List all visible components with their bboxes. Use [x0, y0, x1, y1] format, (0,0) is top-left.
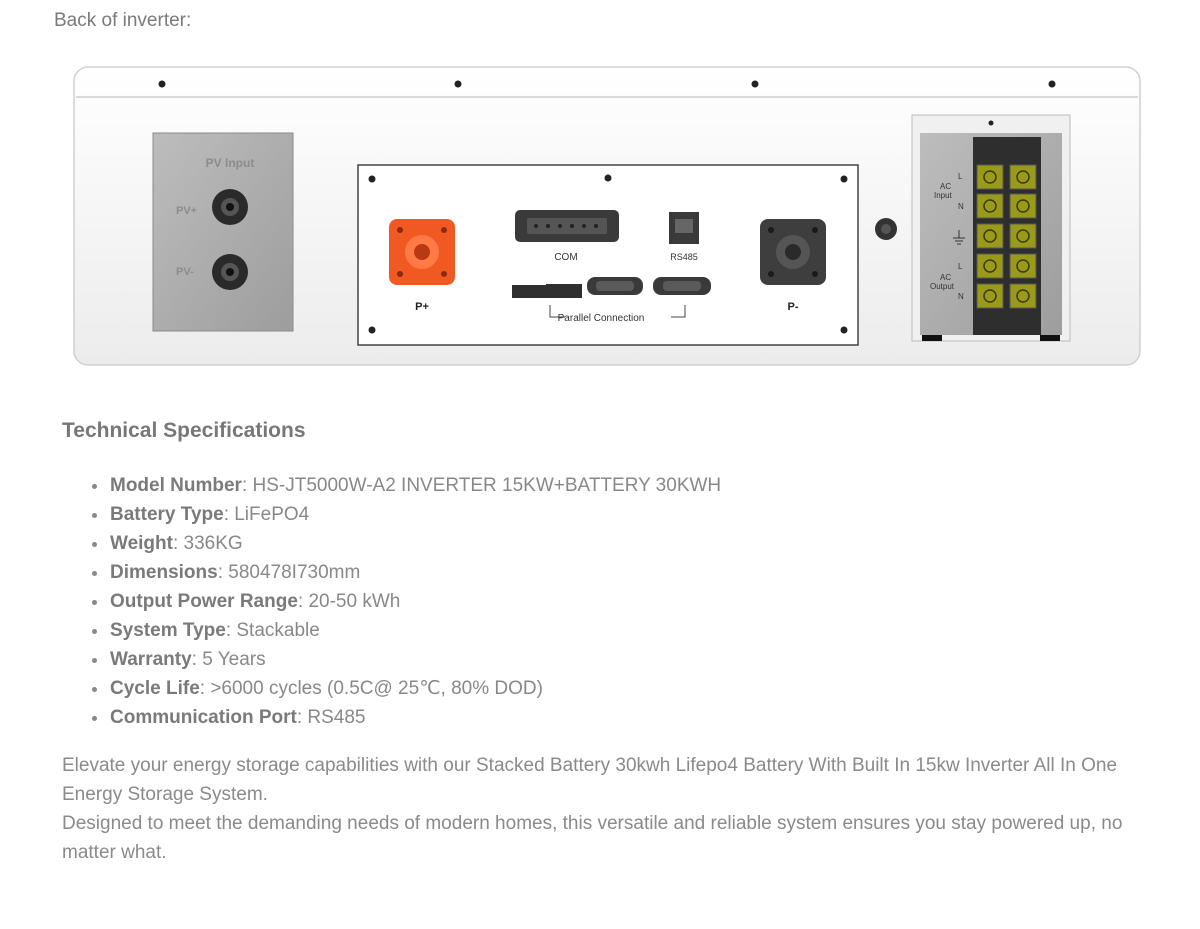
ac-output-n: N: [958, 292, 964, 301]
ac-panel-screw: [989, 121, 994, 126]
pv-input-label: PV Input: [205, 156, 255, 170]
pv-minus-label: PV-: [176, 266, 194, 278]
spec-value: : Stackable: [225, 620, 320, 641]
spec-value: : 5 Years: [191, 649, 266, 670]
ac-output-label-1: AC: [940, 273, 952, 282]
terminal-4b: [1010, 254, 1036, 278]
spec-title: Technical Specifications: [62, 419, 306, 442]
spec-value: : 580478I730mm: [217, 562, 361, 583]
terminal-2a: [977, 194, 1003, 218]
spec-value: : LiFePO4: [223, 504, 310, 525]
terminal-3b: [1010, 224, 1036, 248]
ac-panel-foot-right: [1040, 335, 1060, 341]
plate-screw-2: [605, 175, 612, 182]
ac-terminal-panel: [912, 115, 1070, 341]
spec-item: [110, 616, 721, 645]
inverter-back-image: [60, 55, 1155, 385]
terminal-5b: [1010, 284, 1036, 308]
spec-list: [110, 471, 721, 732]
spec-key: Warranty: [110, 649, 192, 670]
ac-input-l: L: [958, 172, 963, 181]
terminal-3a: [977, 224, 1003, 248]
p-plus-terminal-icon: [389, 219, 455, 285]
p-minus-label: P-: [787, 301, 799, 313]
pv-minus-connector-icon: [212, 254, 248, 290]
spec-key: Battery Type: [110, 504, 224, 525]
spec-item: [110, 703, 721, 732]
ac-input-label-1: AC: [940, 182, 952, 191]
spec-item: [110, 471, 721, 500]
spec-key: Model Number: [110, 475, 242, 496]
spec-key: Weight: [110, 533, 173, 554]
plate-screw-5: [841, 327, 848, 334]
ac-output-label-2: Output: [930, 282, 955, 291]
top-screw-1: [159, 81, 166, 88]
rs485-port-icon: [669, 212, 699, 244]
spec-item: [110, 674, 721, 703]
ac-input-n: N: [958, 202, 964, 211]
plate-screw-4: [369, 327, 376, 334]
ac-panel-foot-left: [922, 335, 942, 341]
terminal-4a: [977, 254, 1003, 278]
cable-grommet-icon: [875, 218, 897, 240]
spec-item: [110, 500, 721, 529]
ac-input-label-2: Input: [934, 191, 952, 200]
inverter-back-illustration: [60, 55, 1155, 385]
com-port-icon: [515, 210, 619, 242]
connection-plate: [358, 165, 858, 345]
plate-screw-3: [841, 176, 848, 183]
rs485-label: RS485: [670, 252, 698, 262]
spec-key: Output Power Range: [110, 591, 298, 612]
spec-value: : 336KG: [172, 533, 243, 554]
spec-item: [110, 529, 721, 558]
spec-key: System Type: [110, 620, 226, 641]
spec-key: Dimensions: [110, 562, 218, 583]
top-screw-2: [455, 81, 462, 88]
spec-key: Communication Port: [110, 707, 297, 728]
intro-label: Back of inverter:: [54, 10, 192, 31]
com-label: COM: [554, 252, 578, 263]
pv-input-panel: [153, 133, 293, 331]
description-line-1: Elevate your energy storage capabilities with our Stacked Battery 30kwh Lifepo4 Battery With Built In 15kw Inverter All In One Energy Storage System.: [62, 755, 1118, 805]
terminal-1a: [977, 165, 1003, 189]
pv-plus-connector-icon: [212, 189, 248, 225]
spec-value: : RS485: [296, 707, 366, 728]
terminal-2b: [1010, 194, 1036, 218]
product-description: [62, 751, 1162, 867]
spec-item: [110, 587, 721, 616]
spec-item: [110, 558, 721, 587]
p-minus-terminal-icon: [760, 219, 826, 285]
spec-key: Cycle Life: [110, 678, 200, 699]
description-line-2: Designed to meet the demanding needs of modern homes, this versatile and reliable system ensures you stay powered up, no matter what.: [62, 813, 1123, 863]
spec-value: : >6000 cycles (0.5C@ 25℃, 80% DOD): [199, 678, 543, 699]
terminal-1b: [1010, 165, 1036, 189]
spec-value: : HS-JT5000W-A2 INVERTER 15KW+BATTERY 30KWH: [241, 475, 722, 496]
terminal-5a: [977, 284, 1003, 308]
plate-screw-1: [369, 176, 376, 183]
p-plus-label: P+: [415, 301, 429, 313]
spec-value: : 20-50 kWh: [297, 591, 401, 612]
parallel-connection-label: Parallel Connection: [557, 313, 645, 324]
top-screw-4: [1049, 81, 1056, 88]
ac-output-l: L: [958, 262, 963, 271]
top-screw-3: [752, 81, 759, 88]
spec-item: [110, 645, 721, 674]
pv-plus-label: PV+: [176, 205, 198, 217]
